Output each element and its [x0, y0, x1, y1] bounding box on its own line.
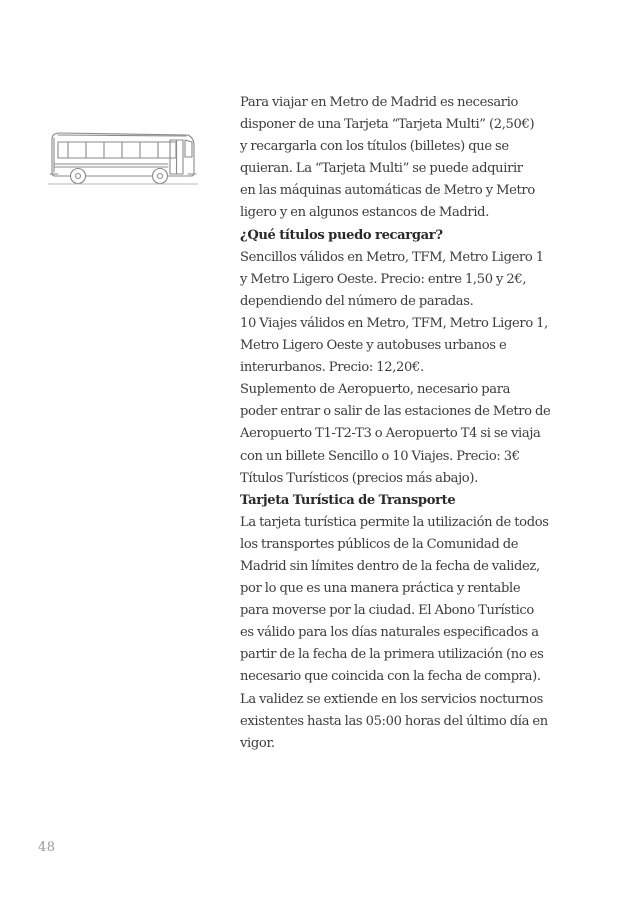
text-line: interurbanos. Precio: 12,20€.	[240, 360, 424, 376]
text-line: La validez se extiende en los servicios nocturnos	[240, 691, 544, 707]
text-line: en las máquinas automáticas de Metro y Metro	[240, 183, 535, 199]
text-line: dependiendo del número de paradas.	[240, 293, 474, 309]
text-line: los transportes públicos de la Comunidad de	[240, 536, 519, 552]
article-body	[240, 92, 570, 755]
text-line: vigor.	[240, 735, 275, 751]
text-line: disponer de una Tarjeta “Tarjeta Multi” (2,50€)	[240, 117, 535, 133]
section-recargar	[240, 225, 570, 313]
text-line: 10 Viajes válidos en Metro, TFM, Metro Ligero 1,	[240, 315, 548, 331]
text-line: necesario que coincida con la fecha de compra).	[240, 669, 541, 685]
page-number: 48	[38, 840, 56, 855]
section-heading: ¿Qué títulos puedo recargar?	[240, 227, 443, 243]
text-line: poder entrar o salir de las estaciones de Metro de	[240, 404, 551, 420]
text-line: partir de la fecha de la primera utilización (no es	[240, 647, 544, 663]
text-line: Metro Ligero Oeste y autobuses urbanos e	[240, 338, 507, 354]
section-tarjeta-turistica	[240, 490, 570, 755]
text-line: para moverse por la ciudad. El Abono Turístico	[240, 603, 534, 619]
diez-viajes-paragraph	[240, 313, 570, 379]
text-line: y recargarla con los títulos (billetes) que se	[240, 139, 509, 155]
text-line: por lo que es una manera práctica y rentable	[240, 581, 521, 597]
text-line: Para viajar en Metro de Madrid es necesario	[240, 95, 519, 110]
text-line: es válido para los días naturales especificados a	[240, 625, 539, 641]
text-line: Madrid sin límites dentro de la fecha de validez,	[240, 558, 540, 574]
text-line: con un billete Sencillo o 10 Viajes. Precio: 3€	[240, 448, 520, 464]
suplemento-paragraph	[240, 379, 570, 489]
text-line: Títulos Turísticos (precios más abajo).	[240, 470, 478, 486]
text-line: existentes hasta las 05:00 horas del último día en	[240, 713, 548, 729]
section-heading: Tarjeta Turística de Transporte	[240, 492, 456, 508]
intro-paragraph	[240, 92, 570, 225]
text-line: ligero y en algunos estancos de Madrid.	[240, 205, 490, 221]
text-line: La tarjeta turística permite la utilización de todos	[240, 514, 549, 530]
text-line: y Metro Ligero Oeste. Precio: entre 1,50 y 2€,	[240, 271, 527, 287]
text-line: Suplemento de Aeropuerto, necesario para	[240, 382, 511, 398]
bus-icon	[48, 125, 198, 187]
text-line: Sencillos válidos en Metro, TFM, Metro Ligero 1	[240, 249, 544, 265]
text-line: Aeropuerto T1-T2-T3 o Aeropuerto T4 si se viaja	[240, 426, 541, 442]
text-line: quieran. La “Tarjeta Multi” se puede adquirir	[240, 161, 523, 177]
